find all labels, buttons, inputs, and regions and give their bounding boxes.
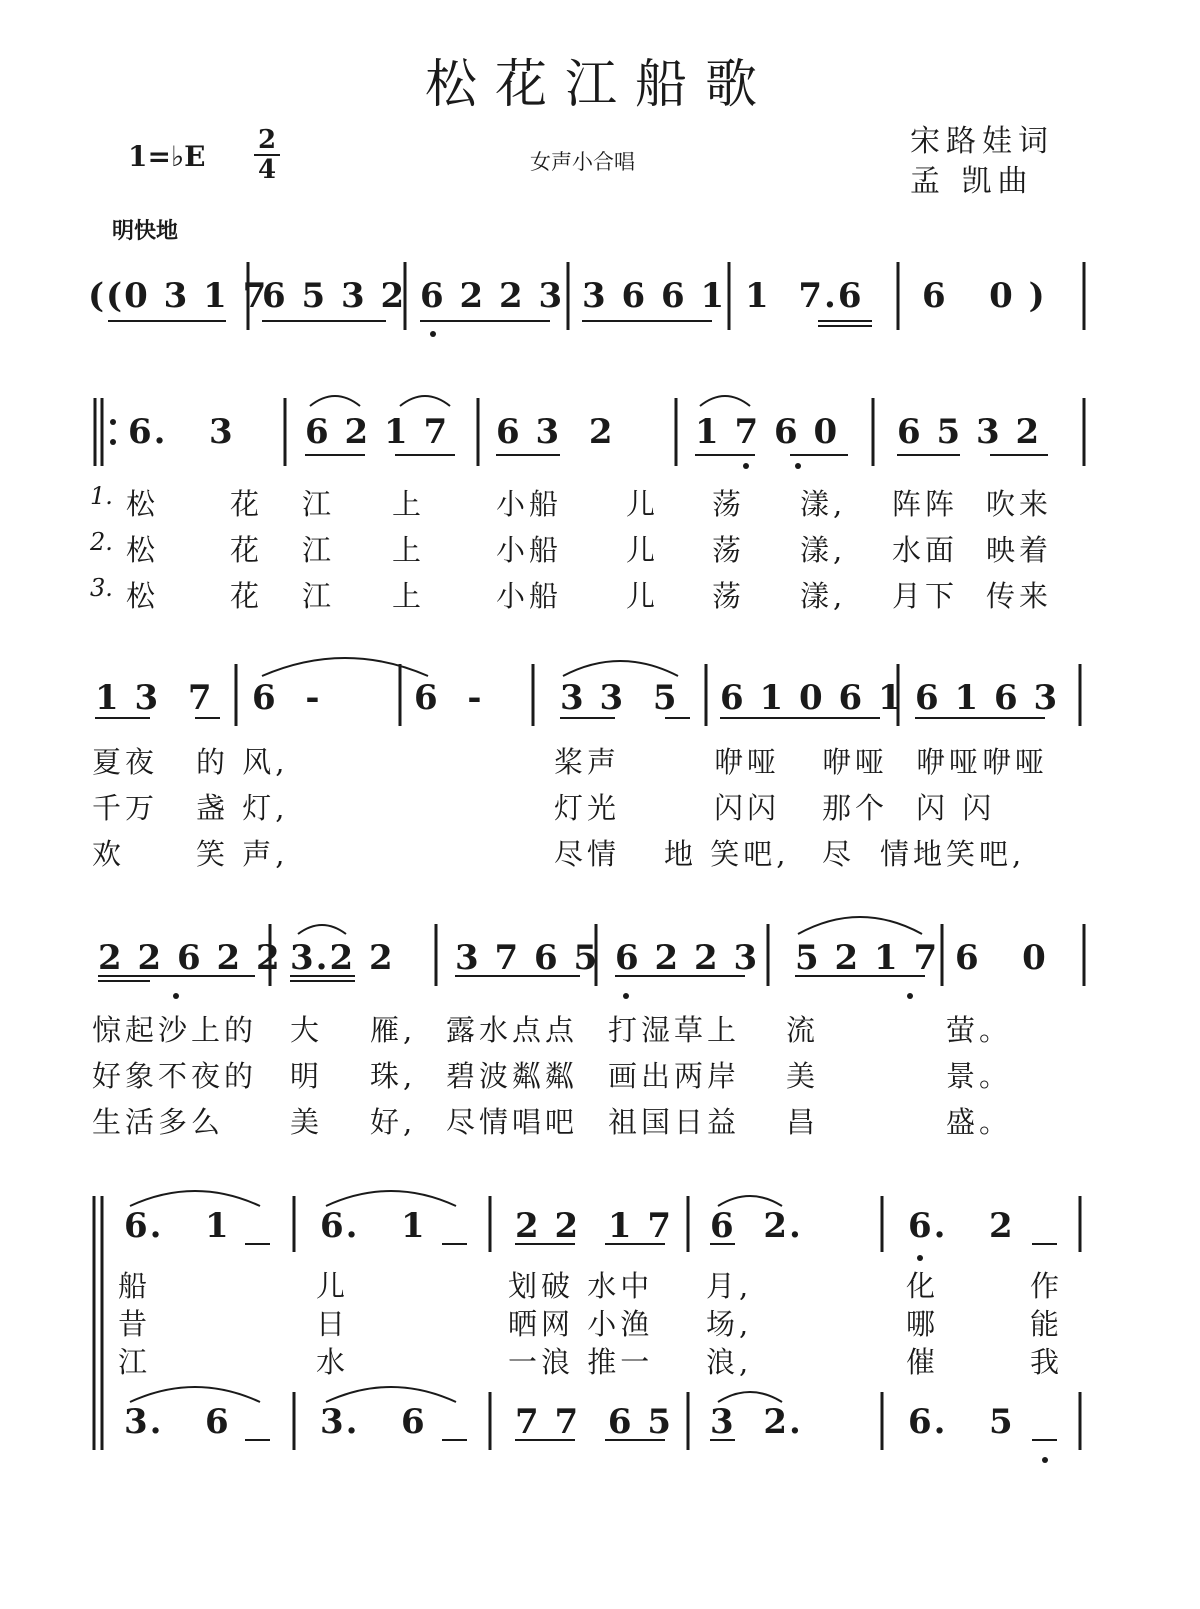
lyric: 化 (906, 1269, 940, 1303)
lyric: 美 (786, 1059, 820, 1093)
key-signature: 1=♭E (128, 140, 206, 173)
system3-measure-5: 6 1 0 6 1 (720, 678, 904, 718)
lyric: 笑 声, (196, 837, 289, 871)
lyric: 上 (392, 579, 426, 613)
lyric: 荡 (712, 533, 746, 567)
song-title: 松花江船歌 (424, 55, 775, 115)
lyric: 景。 (946, 1059, 1013, 1093)
system5-upper-measure-4: 6 2. (710, 1206, 803, 1246)
lyric: 漾, (800, 533, 847, 567)
lyric: 情地笑吧, (880, 837, 1026, 871)
lyric: 闪 闪 (916, 791, 996, 825)
lyric: 小船 (496, 487, 563, 521)
lyric: 闪闪 (714, 791, 781, 825)
system2-measure-1: 6. 3 (128, 412, 235, 452)
lyric: 荡 (712, 579, 746, 613)
system2-measure-3: 6 3 2 (496, 412, 615, 452)
lyric: 地 笑吧, (664, 837, 790, 871)
lyric: 松 (126, 487, 160, 521)
system4-measure-1: 2 2 6 2 2 (98, 938, 282, 978)
verse-number: 1. (90, 482, 113, 510)
lyric: 碧波粼粼 (446, 1059, 579, 1093)
system2-measure-2: 6 2 1 7 (305, 412, 450, 452)
lyric: 咿哑 (714, 745, 781, 779)
lyric: 催 (906, 1345, 940, 1379)
system4-slurs (298, 917, 922, 934)
system5-lower-measure-4: 3 2. (710, 1402, 803, 1442)
lyric: 江 (302, 533, 336, 567)
lyric: 漾, (800, 487, 847, 521)
lyric: 盏 灯, (196, 791, 289, 825)
system5-lower-measure-5: 6. 5 (908, 1402, 1015, 1442)
composer-credit: 孟 凯曲 (910, 164, 1034, 199)
lyric: 千万 (92, 791, 159, 825)
meter-top: 2 (257, 125, 277, 155)
lyric: 映着 (986, 533, 1053, 567)
lyric: 大 (290, 1013, 324, 1047)
system2-slurs (310, 396, 750, 406)
system3-measure-3: 6 - (414, 678, 484, 718)
lyric: 桨声 (554, 745, 621, 779)
lyric: 那个 (822, 791, 889, 825)
system1-beams (108, 321, 872, 326)
lyric: 儿 (626, 579, 660, 613)
verse-number: 2. (90, 528, 113, 556)
system1-open-paren: ( (88, 276, 107, 316)
lyric: 画出两岸 (608, 1059, 741, 1093)
system5-upper-measure-3: 2 2 1 7 (515, 1206, 673, 1246)
lyric: 雁, (370, 1013, 417, 1047)
system1-measure-4: 3 6 6 1 (582, 276, 727, 316)
system4-measure-6: 6 0 (955, 938, 1048, 978)
lyric: 打湿草上 (608, 1013, 741, 1047)
lyric: 尽情 (554, 837, 621, 871)
lyric: 夏夜 (92, 745, 159, 779)
lyric: 珠, (370, 1059, 417, 1093)
lyric: 日 (316, 1307, 350, 1341)
lyric: 露水点点 (446, 1013, 579, 1047)
lyric: 昔 (118, 1307, 152, 1341)
lyric: 漾, (800, 579, 847, 613)
lyric: 咿哑 (822, 745, 889, 779)
system4-measure-4: 6 2 2 3 (615, 938, 760, 978)
meter-bottom: 4 (257, 155, 277, 185)
lyric: 生活多么 (92, 1105, 225, 1139)
system3-measure-2: 6 - (252, 678, 322, 718)
lyric: 欢 (92, 837, 126, 871)
lyric: 一浪 推一 (508, 1345, 654, 1379)
system1-measure-3: 6 2 2 3 (420, 276, 565, 316)
genre-label: 女声小合唱 (530, 150, 635, 174)
lyric: 小船 (496, 533, 563, 567)
lyric: 美 (290, 1105, 324, 1139)
lyric: 哪 (906, 1307, 940, 1341)
lyric: 上 (392, 533, 426, 567)
lyric: 儿 (316, 1269, 350, 1303)
lyric: 松 (126, 579, 160, 613)
system2-measure-4: 1 7 6 0 (695, 412, 840, 452)
lyric: 晒网 小渔 (508, 1307, 654, 1341)
lyric: 萤。 (946, 1013, 1013, 1047)
lyric: 花 (230, 487, 264, 521)
lyric: 明 (290, 1059, 324, 1093)
system5-upper-measure-5: 6. 2 (908, 1206, 1015, 1246)
lyric: 水面 (892, 533, 959, 567)
system3-measure-6: 6 1 6 3 (915, 678, 1060, 718)
lyric: 能 (1030, 1307, 1064, 1341)
system2-measure-5: 6 5 3 2 (897, 412, 1042, 452)
lyric: 花 (230, 533, 264, 567)
system4-measure-2: 3.2 2 (290, 938, 395, 978)
lyric: 尽 (822, 837, 856, 871)
system4-measure-5: 5 2 1 7 (795, 938, 940, 978)
system1-measure-6: 6 0 ) (922, 276, 1047, 316)
lyric: 儿 (626, 533, 660, 567)
lyric: 浪, (706, 1345, 753, 1379)
system3-slurs (262, 658, 678, 676)
lyric: 昌 (786, 1105, 820, 1139)
lyric: 好象不夜的 (92, 1059, 258, 1093)
system1-measure-5: 1 7.6 (745, 276, 864, 316)
system5-lower-measure-2: 3. 6 (320, 1402, 427, 1442)
lyric: 江 (118, 1345, 152, 1379)
lyric: 小船 (496, 579, 563, 613)
lyric: 咿哑咿哑 (916, 745, 1049, 779)
system3-measure-4: 3 3 5 (560, 678, 679, 718)
verse-number: 3. (90, 574, 113, 602)
system5-lower-measure-3: 7 7 6 5 (515, 1402, 673, 1442)
lyric: 祖国日益 (608, 1105, 741, 1139)
lyric: 船 (118, 1269, 152, 1303)
lyric: 荡 (712, 487, 746, 521)
lyric: 传来 (986, 579, 1053, 613)
lyric: 月, (706, 1269, 753, 1303)
lyric: 作 (1030, 1269, 1064, 1303)
system5-upper-measure-1: 6. 1 (124, 1206, 231, 1246)
lyric: 花 (230, 579, 264, 613)
lyric: 吹来 (986, 487, 1053, 521)
lyric: 流 (786, 1013, 820, 1047)
lyric: 松 (126, 533, 160, 567)
system1-measure-2: 6 5 3 2 (262, 276, 407, 316)
system3-measure-1: 1 3 7 (95, 678, 214, 718)
lyric: 惊起沙上的 (92, 1013, 258, 1047)
system1-measure-1: (0 3 1 7 (106, 276, 269, 316)
lyric: 江 (302, 487, 336, 521)
lyric: 盛。 (946, 1105, 1013, 1139)
lyricist-credit: 宋路娃词 (910, 124, 1054, 159)
lyric: 江 (302, 579, 336, 613)
lyric: 我 (1030, 1345, 1064, 1379)
lyric: 尽情唱吧 (446, 1105, 579, 1139)
lyric: 的 风, (196, 745, 289, 779)
tempo-marking: 明快地 (112, 219, 179, 244)
lyric: 儿 (626, 487, 660, 521)
lyric: 上 (392, 487, 426, 521)
lyric: 灯光 (554, 791, 621, 825)
lyric: 月下 (892, 579, 959, 613)
lyric: 划破 水中 (508, 1269, 654, 1303)
lyric: 好, (370, 1105, 417, 1139)
lyric: 水 (316, 1345, 350, 1379)
system5-upper-measure-2: 6. 1 (320, 1206, 427, 1246)
lyric: 阵阵 (892, 487, 959, 521)
system4-measure-3: 3 7 6 5 (455, 938, 600, 978)
system5-lower-measure-1: 3. 6 (124, 1402, 231, 1442)
lyric: 场, (706, 1307, 753, 1341)
